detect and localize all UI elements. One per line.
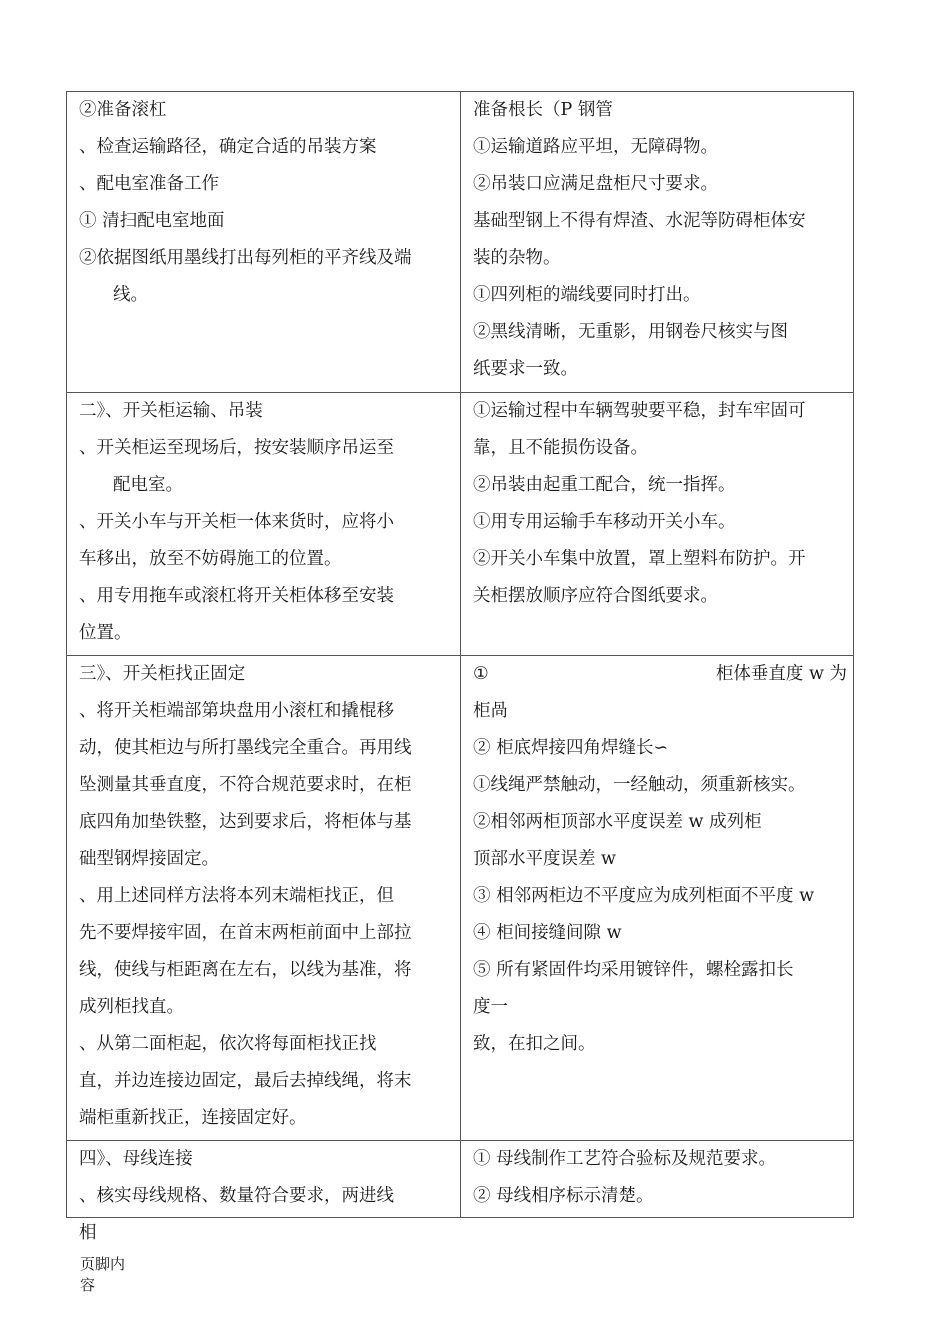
requirement-text: ②开关小车集中放置，罩上塑料布防护。开 — [473, 549, 806, 569]
requirement-cell — [461, 393, 854, 656]
step-text: 先不要焊接牢固，在首末两柜前面中上部拉 — [79, 923, 412, 943]
table-row — [67, 393, 854, 656]
step-title: 三》、开关柜找正固定 — [79, 664, 246, 684]
step-text: 础型钢焊接固定。 — [79, 849, 219, 869]
step-text: 相 — [79, 1223, 97, 1243]
table-row — [67, 92, 854, 393]
step-text: 、核实母线规格、数量符合要求，两进线 — [79, 1186, 394, 1206]
requirement-text: 装的杂物。 — [473, 248, 561, 268]
requirement-text: ①运输道路应平坦，无障碍物。 — [473, 137, 718, 157]
requirement-cell — [461, 92, 854, 393]
requirement-text: 柜体垂直度 w 为 — [715, 664, 847, 684]
step-text: 、开关小车与开关柜一体来货时，应将小 — [79, 512, 394, 532]
requirement-text: 准备根长（P 钢管 — [473, 100, 613, 120]
step-cell — [67, 656, 461, 1141]
step-cell — [67, 393, 461, 656]
step-text: 端柜重新找正，连接固定好。 — [79, 1108, 307, 1128]
step-text: 动，使其柜边与所打墨线完全重合。再用线 — [79, 738, 412, 758]
requirement-text: 关柜摆放顺序应符合图纸要求。 — [473, 586, 718, 606]
step-text: 、开关柜运至现场后，按安装顺序吊运至 — [79, 438, 394, 458]
requirement-text: 靠，且不能损伤设备。 — [473, 438, 648, 458]
table-row — [67, 656, 854, 1141]
requirement-text: 柜咼 — [473, 701, 508, 721]
page-footer — [80, 1254, 140, 1296]
requirement-text: 致，在扣之间。 — [473, 1034, 596, 1054]
step-title: 二》、开关柜运输、吊装 — [79, 401, 263, 421]
footer-text: 页脚内 — [80, 1255, 126, 1273]
step-title: ②准备滚杠 — [79, 100, 167, 120]
step-text: 、用专用拖车或滚杠将开关柜体移至安装 — [79, 586, 394, 606]
step-text: 坠测量其垂直度，不符合规范要求时，在柜 — [79, 775, 412, 795]
requirement-cell — [461, 1141, 854, 1218]
requirement-text: ②相邻两柜顶部水平度误差 w 成列柜 — [473, 812, 762, 832]
requirement-cell — [461, 656, 854, 1141]
step-text: 位置。 — [79, 623, 132, 643]
step-text: 成列柜找直。 — [79, 997, 184, 1017]
requirement-text: ②黑线清晰，无重影，用钢卷尺核实与图 — [473, 322, 788, 342]
step-text: 、将开关柜端部第块盘用小滚杠和撬棍移 — [79, 701, 394, 721]
requirement-text: ①用专用运输手车移动开关小车。 — [473, 512, 736, 532]
requirement-text: ④ 柜间接缝间隙 w — [473, 923, 622, 943]
requirement-text: ③ 相邻两柜边不平度应为成列柜面不平度 w — [473, 886, 815, 906]
step-text: ②依据图纸用墨线打出每列柜的平齐线及端 — [79, 248, 412, 268]
table-row — [67, 1141, 854, 1218]
requirement-marker: ① — [473, 664, 489, 684]
step-cell — [67, 92, 461, 393]
requirement-text: ② 柜底焊接四角焊缝长∽ — [473, 738, 669, 758]
step-text: 线，使线与柜距离在左右，以线为基准，将 — [79, 960, 412, 980]
requirement-text: ①运输过程中车辆驾驶要平稳，封车牢固可 — [473, 401, 806, 421]
requirement-text: ⑤ 所有紧固件均采用镀锌件，螺栓露扣长 — [473, 960, 794, 980]
step-text: 、从第二面柜起，依次将每面柜找正找 — [79, 1034, 377, 1054]
requirement-text: ② 母线相序标示清楚。 — [473, 1186, 654, 1206]
requirement-text: 顶部水平度误差 w — [473, 849, 617, 869]
step-text: 配电室。 — [113, 475, 183, 495]
step-text: 车移出，放至不妨碍施工的位置。 — [79, 549, 342, 569]
step-text: 、用上述同样方法将本列末端柜找正，但 — [79, 886, 394, 906]
requirement-text: ①线绳严禁触动，一经触动，须重新核实。 — [473, 775, 806, 795]
footer-text: 容 — [80, 1276, 96, 1294]
requirement-text: ②吊装口应满足盘柜尺寸要求。 — [473, 174, 718, 194]
construction-steps-table — [66, 91, 854, 1243]
clipped-cell-content — [79, 1141, 454, 1243]
requirement-text: ②吊装由起重工配合，统一指挥。 — [473, 475, 736, 495]
requirement-text: ① 母线制作工艺符合验标及规范要求。 — [473, 1149, 777, 1169]
requirement-text: 基础型钢上不得有焊渣、水泥等防碍柜体安 — [473, 211, 806, 231]
step-text: 直，并边连接边固定，最后去掉线绳，将末 — [79, 1071, 412, 1091]
requirement-text: ①四列柜的端线要同时打出。 — [473, 285, 701, 305]
step-text: 、检查运输路径，确定合适的吊装方案 — [79, 137, 377, 157]
requirement-text: 度一 — [473, 997, 508, 1017]
step-text: 线。 — [113, 285, 148, 305]
step-title: 四》、母线连接 — [79, 1149, 193, 1169]
requirement-text: 纸要求一致。 — [473, 359, 578, 379]
step-text: 底四角加垫铁整，达到要求后，将柜体与基 — [79, 812, 412, 832]
step-text: 、配电室准备工作 — [79, 174, 219, 194]
requirement-line-split — [473, 656, 847, 693]
step-cell — [67, 1141, 461, 1243]
step-text: ① 清扫配电室地面 — [79, 211, 225, 231]
